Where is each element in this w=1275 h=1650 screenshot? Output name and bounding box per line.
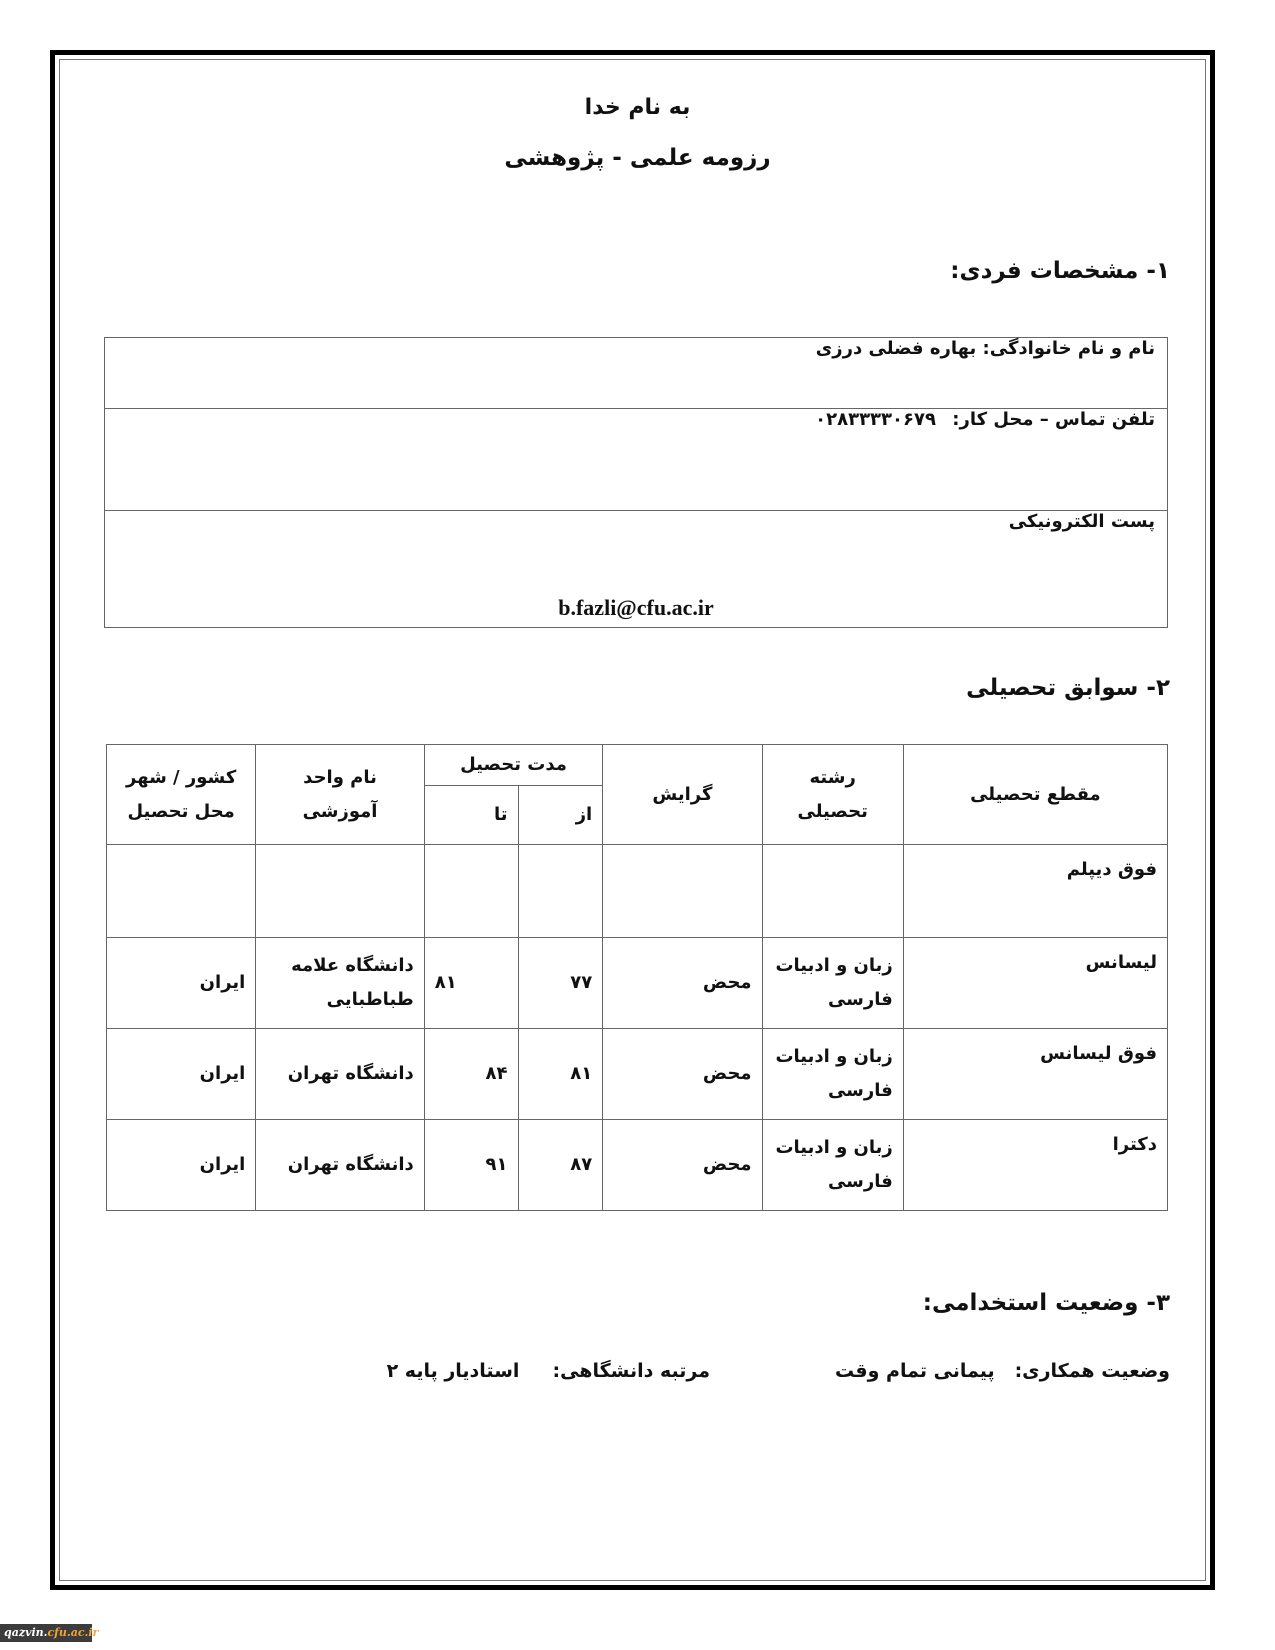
institution-cell [256,845,424,938]
education-header-row [107,745,1168,786]
from-cell: ۸۷ [518,1120,603,1211]
header-duration: مدت تحصیل [424,745,602,786]
to-cell: ۸۴ [424,1029,518,1120]
degree-cell: فوق دیپلم [903,845,1167,938]
personal-info-table [104,337,1168,628]
header-field: رشته تحصیلی [762,745,903,845]
watermark-part2: cfu.ac.ir [47,1626,99,1639]
orientation-cell: محض [603,938,762,1029]
invocation-title: به نام خدا [584,95,691,120]
orientation-cell: محض [603,1120,762,1211]
institution-cell: دانشگاه تهران [256,1029,424,1120]
header-to: تا [424,786,518,845]
cooperation-value: پیمانی تمام وقت [835,1360,995,1382]
institution-cell: دانشگاه علامه طباطبایی [256,938,424,1029]
table-row [107,1120,1168,1211]
institution-cell: دانشگاه تهران [256,1120,424,1211]
email-value[interactable]: b.fazli@cfu.ac.ir [558,595,714,620]
header-institution: نام واحد آموزشی [256,745,424,845]
field-cell: زبان و ادبیات فارسی [762,1120,903,1211]
from-cell [518,845,603,938]
from-cell: ۸۱ [518,1029,603,1120]
name-cell [105,338,1168,409]
table-row [107,845,1168,938]
from-cell: ۷۷ [518,938,603,1029]
to-cell: ۸۱ [424,938,518,1029]
name-label: نام و نام خانوادگی: [982,338,1155,359]
email-label: پست الکترونیکی [1008,511,1155,532]
personal-row-name [105,338,1168,409]
rank-value: استادیار پایه ۲ [386,1360,520,1382]
phone-value: ۰۲۸۳۳۳۳۰۶۷۹ [815,409,936,430]
section-heading-personal: ۱- مشخصات فردی: [950,258,1170,284]
field-cell: زبان و ادبیات فارسی [762,938,903,1029]
location-cell: ایران [107,1120,256,1211]
education-table [106,744,1168,1211]
orientation-cell [603,845,762,938]
table-row [107,1029,1168,1120]
academic-rank [387,1360,710,1382]
email-cell [105,511,1168,628]
location-cell: ایران [107,938,256,1029]
to-cell [424,845,518,938]
cooperation-label: وضعیت همکاری: [1014,1360,1170,1382]
section-heading-employment: ۳- وضعیت استخدامی: [922,1290,1170,1316]
rank-label: مرتبه دانشگاهی: [552,1360,710,1382]
degree-cell: فوق لیسانس [903,1029,1167,1120]
field-cell [762,845,903,938]
to-cell: ۹۱ [424,1120,518,1211]
table-row [107,938,1168,1029]
personal-row-email [105,511,1168,628]
location-cell: ایران [107,1029,256,1120]
section-heading-education: ۲- سوابق تحصیلی [966,675,1170,701]
degree-cell: لیسانس [903,938,1167,1029]
header-from: از [518,786,603,845]
header-location: کشور / شهر محل تحصیل [107,745,256,845]
personal-row-phone [105,409,1168,511]
degree-cell: دکترا [903,1120,1167,1211]
header-degree: مقطع تحصیلی [903,745,1167,845]
watermark-part1: qazvin. [4,1626,48,1639]
site-watermark [0,1624,99,1642]
header-orientation: گرایش [603,745,762,845]
orientation-cell: محض [603,1029,762,1120]
phone-cell [105,409,1168,511]
cooperation-status [835,1360,1170,1382]
document-title: رزومه علمی - پژوهشی [504,145,771,171]
field-cell: زبان و ادبیات فارسی [762,1029,903,1120]
location-cell [107,845,256,938]
name-value: بهاره فضلی درزی [815,338,977,359]
phone-label: تلفن تماس – محل کار: [952,409,1155,430]
